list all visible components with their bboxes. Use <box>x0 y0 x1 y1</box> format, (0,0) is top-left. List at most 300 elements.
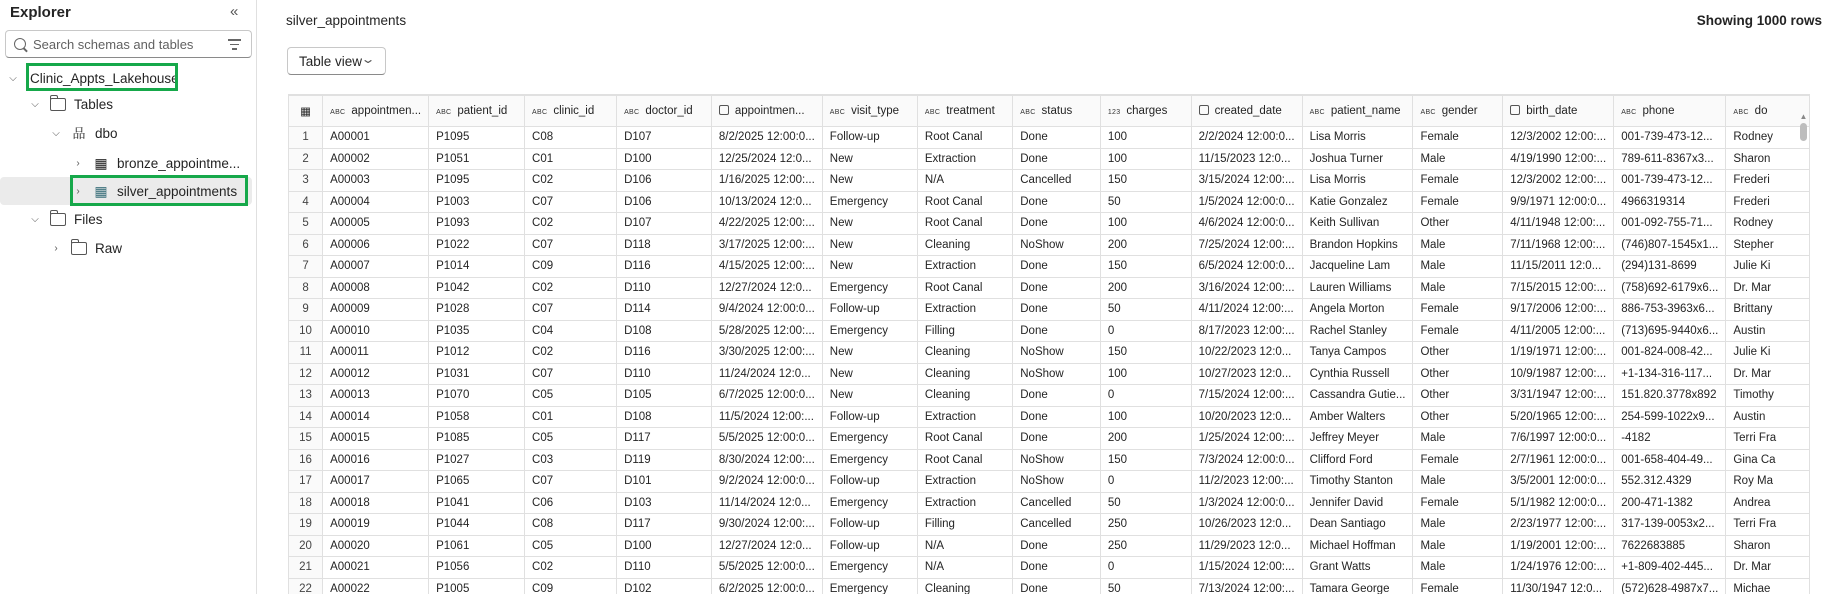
table-cell[interactable]: 50 <box>1100 578 1191 594</box>
table-cell[interactable]: Sharon <box>1726 535 1810 557</box>
table-cell[interactable]: D108 <box>617 406 712 428</box>
table-cell[interactable]: Root Canal <box>917 428 1012 450</box>
table-cell[interactable]: Sharon <box>1726 148 1810 170</box>
column-header[interactable] <box>1614 96 1726 127</box>
table-cell[interactable]: Follow-up <box>822 535 917 557</box>
table-cell[interactable]: P1031 <box>429 363 525 385</box>
table-cell[interactable]: N/A <box>917 535 1012 557</box>
table-cell[interactable]: Root Canal <box>917 127 1012 149</box>
table-cell[interactable]: New <box>822 234 917 256</box>
table-cell[interactable]: Cancelled <box>1013 514 1101 536</box>
table-cell[interactable]: 8/30/2024 12:00:... <box>711 449 822 471</box>
table-cell[interactable]: 1/16/2025 12:00:... <box>711 170 822 192</box>
row-number[interactable]: 15 <box>289 428 323 450</box>
table-cell[interactable]: 150 <box>1100 449 1191 471</box>
table-cell[interactable]: Michael Hoffman <box>1302 535 1413 557</box>
table-cell[interactable]: 3/30/2025 12:00:... <box>711 342 822 364</box>
table-cell[interactable]: P1014 <box>429 256 525 278</box>
table-cell[interactable]: D110 <box>617 277 712 299</box>
table-cell[interactable]: Stepher <box>1726 234 1810 256</box>
table-cell[interactable]: A00017 <box>323 471 429 493</box>
table-cell[interactable]: 7/15/2015 12:00:... <box>1503 277 1614 299</box>
table-cell[interactable]: A00001 <box>323 127 429 149</box>
table-cell[interactable]: Female <box>1413 299 1503 321</box>
table-cell[interactable]: 1/5/2024 12:00:0... <box>1191 191 1302 213</box>
table-cell[interactable]: New <box>822 148 917 170</box>
table-cell[interactable]: Female <box>1413 191 1503 213</box>
table-cell[interactable]: 1/19/2001 12:00:... <box>1503 535 1614 557</box>
table-cell[interactable]: Filling <box>917 514 1012 536</box>
table-cell[interactable]: Done <box>1013 320 1101 342</box>
table-cell[interactable]: 001-092-755-71... <box>1614 213 1726 235</box>
table-cell[interactable]: Cleaning <box>917 234 1012 256</box>
table-cell[interactable]: Done <box>1013 148 1101 170</box>
table-cell[interactable]: P1028 <box>429 299 525 321</box>
table-cell[interactable]: C07 <box>525 234 617 256</box>
table-cell[interactable]: Roy Ma <box>1726 471 1810 493</box>
table-cell[interactable]: Rodney <box>1726 213 1810 235</box>
table-cell[interactable]: C06 <box>525 492 617 514</box>
table-cell[interactable]: P1051 <box>429 148 525 170</box>
table-cell[interactable]: 317-139-0053x2... <box>1614 514 1726 536</box>
table-cell[interactable]: 10/9/1987 12:00:... <box>1503 363 1614 385</box>
table-cell[interactable]: A00021 <box>323 557 429 579</box>
table-cell[interactable]: P1093 <box>429 213 525 235</box>
table-cell[interactable]: 2/23/1977 12:00:... <box>1503 514 1614 536</box>
table-cell[interactable]: D107 <box>617 213 712 235</box>
table-cell[interactable]: Clifford Ford <box>1302 449 1413 471</box>
table-cell[interactable]: Austin <box>1726 320 1810 342</box>
table-cell[interactable]: Root Canal <box>917 191 1012 213</box>
table-cell[interactable]: 4/19/1990 12:00:... <box>1503 148 1614 170</box>
column-header[interactable] <box>711 96 822 127</box>
table-cell[interactable]: 12/27/2024 12:0... <box>711 535 822 557</box>
table-cell[interactable]: P1056 <box>429 557 525 579</box>
row-number[interactable]: 8 <box>289 277 323 299</box>
table-cell[interactable]: Gina Ca <box>1726 449 1810 471</box>
table-cell[interactable]: Jeffrey Meyer <box>1302 428 1413 450</box>
table-cell[interactable]: 10/27/2023 12:0... <box>1191 363 1302 385</box>
table-cell[interactable]: Male <box>1413 535 1503 557</box>
table-cell[interactable]: Extraction <box>917 148 1012 170</box>
table-cell[interactable]: C08 <box>525 514 617 536</box>
table-cell[interactable]: Done <box>1013 385 1101 407</box>
scrollbar-thumb[interactable] <box>1800 123 1807 141</box>
table-cell[interactable]: C08 <box>525 127 617 149</box>
table-cell[interactable]: 100 <box>1100 148 1191 170</box>
table-cell[interactable]: Follow-up <box>822 127 917 149</box>
table-cell[interactable]: Jennifer David <box>1302 492 1413 514</box>
chevron-down-icon[interactable]: ⌵ <box>9 72 17 84</box>
table-cell[interactable]: D118 <box>617 234 712 256</box>
table-cell[interactable]: Male <box>1413 256 1503 278</box>
table-cell[interactable]: P1085 <box>429 428 525 450</box>
table-cell[interactable]: Emergency <box>822 191 917 213</box>
table-cell[interactable]: P1065 <box>429 471 525 493</box>
table-cell[interactable]: 8/2/2025 12:00:0... <box>711 127 822 149</box>
table-cell[interactable]: Done <box>1013 406 1101 428</box>
table-cell[interactable]: 151.820.3778x892 <box>1614 385 1726 407</box>
table-cell[interactable]: Done <box>1013 277 1101 299</box>
table-cell[interactable]: C02 <box>525 557 617 579</box>
table-cell[interactable]: 11/29/2023 12:0... <box>1191 535 1302 557</box>
column-header[interactable] <box>1100 96 1191 127</box>
table-cell[interactable]: 789-611-8367x3... <box>1614 148 1726 170</box>
column-header[interactable] <box>1413 96 1503 127</box>
table-cell[interactable]: A00020 <box>323 535 429 557</box>
table-cell[interactable]: A00008 <box>323 277 429 299</box>
table-cell[interactable]: 0 <box>1100 471 1191 493</box>
table-cell[interactable]: Done <box>1013 213 1101 235</box>
table-cell[interactable]: 10/20/2023 12:0... <box>1191 406 1302 428</box>
table-cell[interactable]: Emergency <box>822 557 917 579</box>
table-cell[interactable]: Emergency <box>822 320 917 342</box>
row-number[interactable]: 19 <box>289 514 323 536</box>
table-cell[interactable]: 0 <box>1100 320 1191 342</box>
table-cell[interactable]: C05 <box>525 428 617 450</box>
table-cell[interactable]: A00012 <box>323 363 429 385</box>
table-cell[interactable]: 12/3/2002 12:00:... <box>1503 127 1614 149</box>
table-cell[interactable]: A00007 <box>323 256 429 278</box>
table-cell[interactable]: Emergency <box>822 578 917 594</box>
table-cell[interactable]: Tamara George <box>1302 578 1413 594</box>
table-cell[interactable]: C07 <box>525 363 617 385</box>
table-cell[interactable]: 10/26/2023 12:0... <box>1191 514 1302 536</box>
table-cell[interactable]: 11/24/2024 12:0... <box>711 363 822 385</box>
table-cell[interactable]: 150 <box>1100 170 1191 192</box>
row-number[interactable]: 22 <box>289 578 323 594</box>
table-cell[interactable]: 11/30/1947 12:0... <box>1503 578 1614 594</box>
table-cell[interactable]: A00010 <box>323 320 429 342</box>
table-cell[interactable]: Extraction <box>917 406 1012 428</box>
table-cell[interactable]: 9/17/2006 12:00:... <box>1503 299 1614 321</box>
table-cell[interactable]: C04 <box>525 320 617 342</box>
table-cell[interactable]: +1-134-316-117... <box>1614 363 1726 385</box>
table-cell[interactable]: New <box>822 363 917 385</box>
table-cell[interactable]: 1/25/2024 12:00:... <box>1191 428 1302 450</box>
table-cell[interactable]: D107 <box>617 127 712 149</box>
table-cell[interactable]: C07 <box>525 299 617 321</box>
table-cell[interactable]: 200 <box>1100 428 1191 450</box>
table-cell[interactable]: Follow-up <box>822 471 917 493</box>
table-cell[interactable]: Done <box>1013 256 1101 278</box>
table-cell[interactable]: Keith Sullivan <box>1302 213 1413 235</box>
column-header[interactable] <box>822 96 917 127</box>
table-cell[interactable]: 1/24/1976 12:00:... <box>1503 557 1614 579</box>
table-cell[interactable]: 3/31/1947 12:00:... <box>1503 385 1614 407</box>
table-cell[interactable]: C02 <box>525 342 617 364</box>
table-cell[interactable]: D117 <box>617 514 712 536</box>
table-cell[interactable]: Male <box>1413 234 1503 256</box>
table-cell[interactable]: New <box>822 213 917 235</box>
table-cell[interactable]: Male <box>1413 148 1503 170</box>
table-cell[interactable]: Extraction <box>917 471 1012 493</box>
table-cell[interactable]: C02 <box>525 170 617 192</box>
table-cell[interactable]: Terri Fra <box>1726 428 1810 450</box>
table-cell[interactable]: Michae <box>1726 578 1810 594</box>
table-cell[interactable]: Jacqueline Lam <box>1302 256 1413 278</box>
table-cell[interactable]: P1042 <box>429 277 525 299</box>
table-cell[interactable]: Cancelled <box>1013 170 1101 192</box>
table-cell[interactable]: Done <box>1013 191 1101 213</box>
view-select[interactable] <box>287 47 386 75</box>
table-cell[interactable]: 9/30/2024 12:00:... <box>711 514 822 536</box>
table-cell[interactable]: 001-658-404-49... <box>1614 449 1726 471</box>
table-cell[interactable]: P1027 <box>429 449 525 471</box>
table-cell[interactable]: 100 <box>1100 363 1191 385</box>
row-number[interactable]: 2 <box>289 148 323 170</box>
table-cell[interactable]: Other <box>1413 385 1503 407</box>
row-number[interactable]: 12 <box>289 363 323 385</box>
table-cell[interactable]: Male <box>1413 557 1503 579</box>
table-cell[interactable]: Julie Ki <box>1726 342 1810 364</box>
table-cell[interactable]: 4/11/1948 12:00:... <box>1503 213 1614 235</box>
table-cell[interactable]: P1058 <box>429 406 525 428</box>
row-number[interactable]: 18 <box>289 492 323 514</box>
table-cell[interactable]: Female <box>1413 320 1503 342</box>
table-cell[interactable]: 9/9/1971 12:00:0... <box>1503 191 1614 213</box>
search-input[interactable] <box>5 30 252 58</box>
table-cell[interactable]: 4/15/2025 12:00:... <box>711 256 822 278</box>
table-cell[interactable]: Cassandra Gutie... <box>1302 385 1413 407</box>
table-cell[interactable]: 150 <box>1100 256 1191 278</box>
table-cell[interactable]: Female <box>1413 578 1503 594</box>
row-number[interactable]: 5 <box>289 213 323 235</box>
table-cell[interactable]: 5/5/2025 12:00:0... <box>711 557 822 579</box>
table-cell[interactable]: Emergency <box>822 428 917 450</box>
table-cell[interactable]: 7/13/2024 12:00:... <box>1191 578 1302 594</box>
table-cell[interactable]: Lauren Williams <box>1302 277 1413 299</box>
table-cell[interactable]: Male <box>1413 428 1503 450</box>
table-cell[interactable]: C01 <box>525 148 617 170</box>
filter-icon[interactable] <box>228 39 241 53</box>
table-cell[interactable]: Root Canal <box>917 449 1012 471</box>
table-cell[interactable]: New <box>822 342 917 364</box>
table-cell[interactable]: P1022 <box>429 234 525 256</box>
table-cell[interactable]: Male <box>1413 514 1503 536</box>
table-cell[interactable]: Amber Walters <box>1302 406 1413 428</box>
table-cell[interactable]: Frederi <box>1726 170 1810 192</box>
column-header[interactable] <box>1013 96 1101 127</box>
table-cell[interactable]: C09 <box>525 578 617 594</box>
table-cell[interactable]: 10/22/2023 12:0... <box>1191 342 1302 364</box>
tree-item-bronze-appointments[interactable] <box>0 149 252 177</box>
column-header[interactable] <box>323 96 429 127</box>
table-cell[interactable]: Timothy Stanton <box>1302 471 1413 493</box>
table-cell[interactable]: 5/20/1965 12:00:... <box>1503 406 1614 428</box>
table-cell[interactable]: Other <box>1413 213 1503 235</box>
row-number[interactable]: 17 <box>289 471 323 493</box>
table-cell[interactable]: NoShow <box>1013 363 1101 385</box>
table-cell[interactable]: Emergency <box>822 277 917 299</box>
table-cell[interactable]: P1041 <box>429 492 525 514</box>
table-cell[interactable]: Brandon Hopkins <box>1302 234 1413 256</box>
table-cell[interactable]: NoShow <box>1013 342 1101 364</box>
table-cell[interactable]: 1/15/2024 12:00:... <box>1191 557 1302 579</box>
row-number[interactable]: 7 <box>289 256 323 278</box>
table-cell[interactable]: A00003 <box>323 170 429 192</box>
column-header[interactable] <box>617 96 712 127</box>
table-cell[interactable]: D116 <box>617 342 712 364</box>
table-cell[interactable]: Dean Santiago <box>1302 514 1413 536</box>
table-cell[interactable]: A00018 <box>323 492 429 514</box>
column-header[interactable] <box>429 96 525 127</box>
table-cell[interactable]: Julie Ki <box>1726 256 1810 278</box>
table-cell[interactable]: Frederi <box>1726 191 1810 213</box>
table-cell[interactable]: 4966319314 <box>1614 191 1726 213</box>
table-cell[interactable]: 50 <box>1100 492 1191 514</box>
table-cell[interactable]: P1005 <box>429 578 525 594</box>
table-cell[interactable]: Male <box>1413 471 1503 493</box>
table-cell[interactable]: A00006 <box>323 234 429 256</box>
table-cell[interactable]: 4/11/2024 12:00:... <box>1191 299 1302 321</box>
table-cell[interactable]: 5/28/2025 12:00:... <box>711 320 822 342</box>
table-cell[interactable]: D106 <box>617 191 712 213</box>
chevron-down-icon[interactable]: ⌵ <box>52 127 60 139</box>
table-cell[interactable]: Extraction <box>917 299 1012 321</box>
table-cell[interactable]: 001-739-473-12... <box>1614 170 1726 192</box>
table-cell[interactable]: Rachel Stanley <box>1302 320 1413 342</box>
table-cell[interactable]: D103 <box>617 492 712 514</box>
table-cell[interactable]: 12/27/2024 12:0... <box>711 277 822 299</box>
table-cell[interactable]: Root Canal <box>917 277 1012 299</box>
table-cell[interactable]: P1095 <box>429 127 525 149</box>
table-cell[interactable]: Female <box>1413 170 1503 192</box>
table-cell[interactable]: Done <box>1013 557 1101 579</box>
column-header[interactable] <box>1503 96 1614 127</box>
table-cell[interactable]: Done <box>1013 535 1101 557</box>
table-cell[interactable]: +1-809-402-445... <box>1614 557 1726 579</box>
table-cell[interactable]: Extraction <box>917 256 1012 278</box>
table-cell[interactable]: 200 <box>1100 277 1191 299</box>
table-cell[interactable]: D110 <box>617 363 712 385</box>
table-cell[interactable]: D102 <box>617 578 712 594</box>
table-cell[interactable]: (746)807-1545x1... <box>1614 234 1726 256</box>
table-cell[interactable]: 5/1/1982 12:00:0... <box>1503 492 1614 514</box>
column-header[interactable] <box>1302 96 1413 127</box>
table-cell[interactable]: 3/5/2001 12:00:0... <box>1503 471 1614 493</box>
row-number[interactable]: 21 <box>289 557 323 579</box>
table-cell[interactable]: D110 <box>617 557 712 579</box>
table-cell[interactable]: Dr. Mar <box>1726 557 1810 579</box>
table-cell[interactable]: Angela Morton <box>1302 299 1413 321</box>
table-cell[interactable]: New <box>822 385 917 407</box>
table-cell[interactable]: 001-824-008-42... <box>1614 342 1726 364</box>
table-cell[interactable]: 7/15/2024 12:00:... <box>1191 385 1302 407</box>
table-cell[interactable]: 5/5/2025 12:00:0... <box>711 428 822 450</box>
table-cell[interactable]: 9/2/2024 12:00:0... <box>711 471 822 493</box>
column-header[interactable] <box>1726 96 1810 127</box>
table-cell[interactable]: P1035 <box>429 320 525 342</box>
table-cell[interactable]: 11/15/2011 12:0... <box>1503 256 1614 278</box>
column-header[interactable] <box>525 96 617 127</box>
table-cell[interactable]: Cynthia Russell <box>1302 363 1413 385</box>
table-cell[interactable]: Follow-up <box>822 406 917 428</box>
table-cell[interactable]: Terri Fra <box>1726 514 1810 536</box>
table-cell[interactable]: 12/25/2024 12:0... <box>711 148 822 170</box>
table-cell[interactable]: A00005 <box>323 213 429 235</box>
column-header[interactable] <box>917 96 1012 127</box>
table-cell[interactable]: Dr. Mar <box>1726 277 1810 299</box>
table-cell[interactable]: N/A <box>917 170 1012 192</box>
table-cell[interactable]: 12/3/2002 12:00:... <box>1503 170 1614 192</box>
table-cell[interactable]: 50 <box>1100 191 1191 213</box>
table-cell[interactable]: A00019 <box>323 514 429 536</box>
table-cell[interactable]: (572)628-4987x7... <box>1614 578 1726 594</box>
table-cell[interactable]: 7/11/1968 12:00:... <box>1503 234 1614 256</box>
table-cell[interactable]: 2/7/1961 12:00:0... <box>1503 449 1614 471</box>
table-cell[interactable]: Cleaning <box>917 363 1012 385</box>
table-cell[interactable]: A00002 <box>323 148 429 170</box>
row-number[interactable]: 6 <box>289 234 323 256</box>
table-cell[interactable]: Lisa Morris <box>1302 127 1413 149</box>
table-cell[interactable]: A00014 <box>323 406 429 428</box>
table-cell[interactable]: 100 <box>1100 213 1191 235</box>
table-cell[interactable]: 11/15/2023 12:0... <box>1191 148 1302 170</box>
table-cell[interactable]: 254-599-1022x9... <box>1614 406 1726 428</box>
table-cell[interactable]: D106 <box>617 170 712 192</box>
table-cell[interactable]: Emergency <box>822 449 917 471</box>
table-cell[interactable]: Joshua Turner <box>1302 148 1413 170</box>
table-cell[interactable]: C07 <box>525 191 617 213</box>
table-cell[interactable]: Female <box>1413 449 1503 471</box>
row-number[interactable]: 14 <box>289 406 323 428</box>
column-header[interactable] <box>1191 96 1302 127</box>
table-cell[interactable]: D119 <box>617 449 712 471</box>
table-cell[interactable]: (758)692-6179x6... <box>1614 277 1726 299</box>
table-cell[interactable]: NoShow <box>1013 234 1101 256</box>
row-number[interactable]: 9 <box>289 299 323 321</box>
select-all-icon[interactable]: ▦ <box>289 96 323 127</box>
chevron-right-icon[interactable]: › <box>54 242 58 254</box>
table-cell[interactable]: Done <box>1013 428 1101 450</box>
table-cell[interactable]: 150 <box>1100 342 1191 364</box>
table-cell[interactable]: Cancelled <box>1013 492 1101 514</box>
table-cell[interactable]: Emergency <box>822 492 917 514</box>
table-cell[interactable]: 0 <box>1100 557 1191 579</box>
table-cell[interactable]: NoShow <box>1013 449 1101 471</box>
table-cell[interactable]: Cleaning <box>917 385 1012 407</box>
table-cell[interactable]: D117 <box>617 428 712 450</box>
table-cell[interactable]: New <box>822 256 917 278</box>
table-cell[interactable]: 7/3/2024 12:00:0... <box>1191 449 1302 471</box>
table-cell[interactable]: C09 <box>525 256 617 278</box>
table-cell[interactable]: Male <box>1413 277 1503 299</box>
table-cell[interactable]: N/A <box>917 557 1012 579</box>
chevron-right-icon[interactable]: › <box>76 157 80 169</box>
row-number[interactable]: 10 <box>289 320 323 342</box>
table-cell[interactable]: C05 <box>525 535 617 557</box>
table-cell[interactable]: Grant Watts <box>1302 557 1413 579</box>
table-cell[interactable]: -4182 <box>1614 428 1726 450</box>
table-cell[interactable]: P1044 <box>429 514 525 536</box>
table-cell[interactable]: 001-739-473-12... <box>1614 127 1726 149</box>
table-cell[interactable]: Other <box>1413 342 1503 364</box>
table-cell[interactable]: Follow-up <box>822 514 917 536</box>
table-cell[interactable]: Follow-up <box>822 299 917 321</box>
row-number[interactable]: 16 <box>289 449 323 471</box>
table-cell[interactable]: C02 <box>525 213 617 235</box>
table-cell[interactable]: C01 <box>525 406 617 428</box>
table-cell[interactable]: Root Canal <box>917 213 1012 235</box>
table-cell[interactable]: 3/15/2024 12:00:... <box>1191 170 1302 192</box>
table-cell[interactable]: (294)131-8699 <box>1614 256 1726 278</box>
table-cell[interactable]: Dr. Mar <box>1726 363 1810 385</box>
chevron-down-icon[interactable]: ⌵ <box>31 213 39 225</box>
table-cell[interactable]: Brittany <box>1726 299 1810 321</box>
table-cell[interactable]: 8/17/2023 12:00:... <box>1191 320 1302 342</box>
table-cell[interactable]: Filling <box>917 320 1012 342</box>
